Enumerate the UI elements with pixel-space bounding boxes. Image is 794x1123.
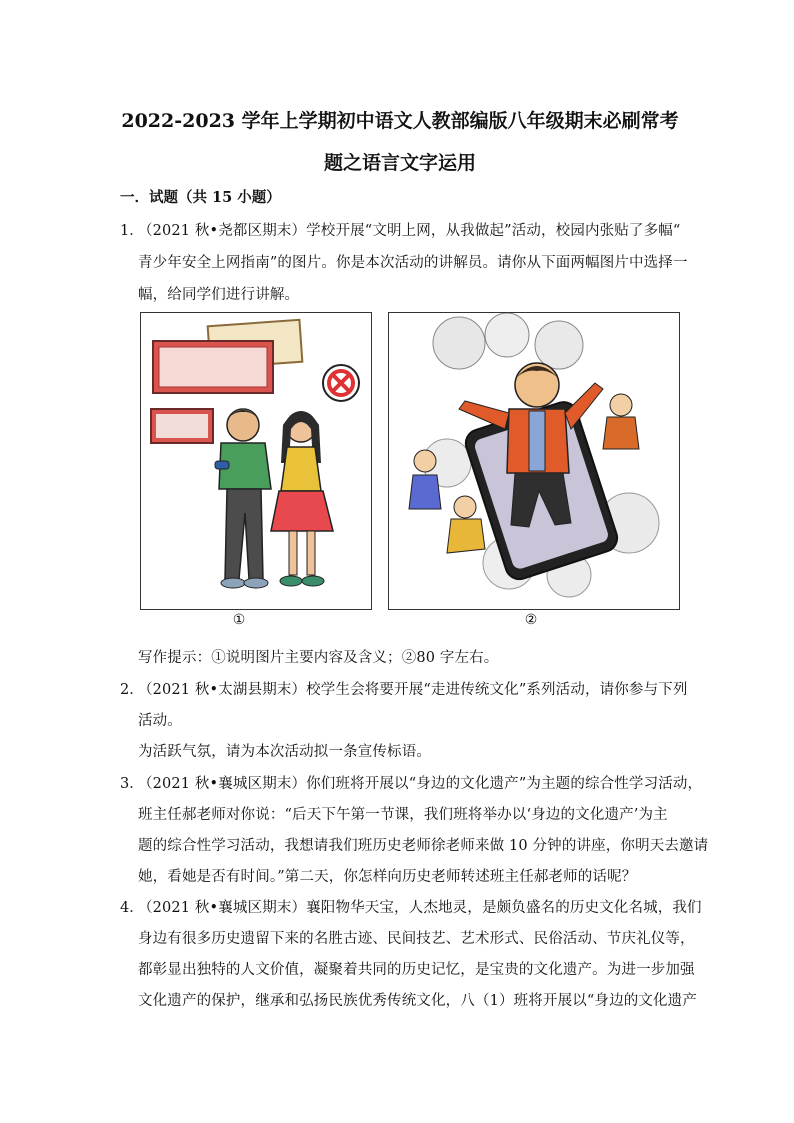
question-3-number: 3． <box>120 776 144 792</box>
picture-1-caption: ① <box>232 612 246 628</box>
question-1-line: （2021 秋•尧都区期末）学校开展“文明上网，从我做起”活动，校园内张贴了多幅“ <box>138 223 681 239</box>
picture-1 <box>140 312 372 610</box>
question-2-line: 活动。 <box>138 713 182 729</box>
question-1-hint: 写作提示：①说明图片主要内容及含义；②80 字左右。 <box>138 650 499 666</box>
question-3-line: 她，看她是否有时间。”第二天，你怎样向历史老师转述班主任郝老师的话呢？ <box>138 869 637 885</box>
question-3-line: 题的综合性学习活动，我想请我们班历史老师徐老师来做 10 分钟的讲座，你明天去邀请 <box>138 838 709 854</box>
question-3-line: （2021 秋•襄城区期末）你们班将开展以“身边的文化遗产”为主题的综合性学习活动， <box>138 776 703 792</box>
picture-1-illustration <box>141 313 371 609</box>
picture-2-illustration <box>389 313 679 609</box>
picture-2 <box>388 312 680 610</box>
picture-2-caption: ② <box>524 612 538 628</box>
doc-title-line2: 题之语言文字运用 <box>323 152 476 174</box>
question-2-line: 为活跃气氛，请为本次活动拟一条宣传标语。 <box>138 744 431 760</box>
question-4-number: 4． <box>120 900 144 916</box>
question-4-line: 文化遗产的保护，继承和弘扬民族优秀传统文化，八（1）班将开展以“身边的文化遗产 <box>138 993 697 1009</box>
question-4-line: 都彰显出独特的人文价值，凝聚着共同的历史记忆，是宝贵的文化遗产。为进一步加强 <box>138 962 695 978</box>
question-4-line: 身边有很多历史遗留下来的名胜古迹、民间技艺、艺术形式、民俗活动、节庆礼仪等， <box>138 931 695 947</box>
question-1-line: 青少年安全上网指南”的图片。你是本次活动的讲解员。请你从下面两幅图片中选择一 <box>138 255 688 271</box>
question-1-line: 幅，给同学们进行讲解。 <box>138 287 300 303</box>
question-2-number: 2． <box>120 682 144 698</box>
section-heading: 一．试题（共 15 小题） <box>120 189 281 206</box>
doc-title-line1: 2022-2023 学年上学期初中语文人教部编版八年级期末必刷常考 <box>121 110 679 132</box>
question-1-number: 1． <box>120 223 144 239</box>
question-3-line: 班主任郝老师对你说：“后天下午第一节课，我们班将举办以‘身边的文化遗产’为主 <box>138 807 668 823</box>
question-2-line: （2021 秋•太湖县期末）校学生会将要开展“走进传统文化”系列活动，请你参与下列 <box>138 682 688 698</box>
question-4-line: （2021 秋•襄城区期末）襄阳物华天宝，人杰地灵，是颇负盛名的历史文化名城，我们 <box>138 900 702 916</box>
